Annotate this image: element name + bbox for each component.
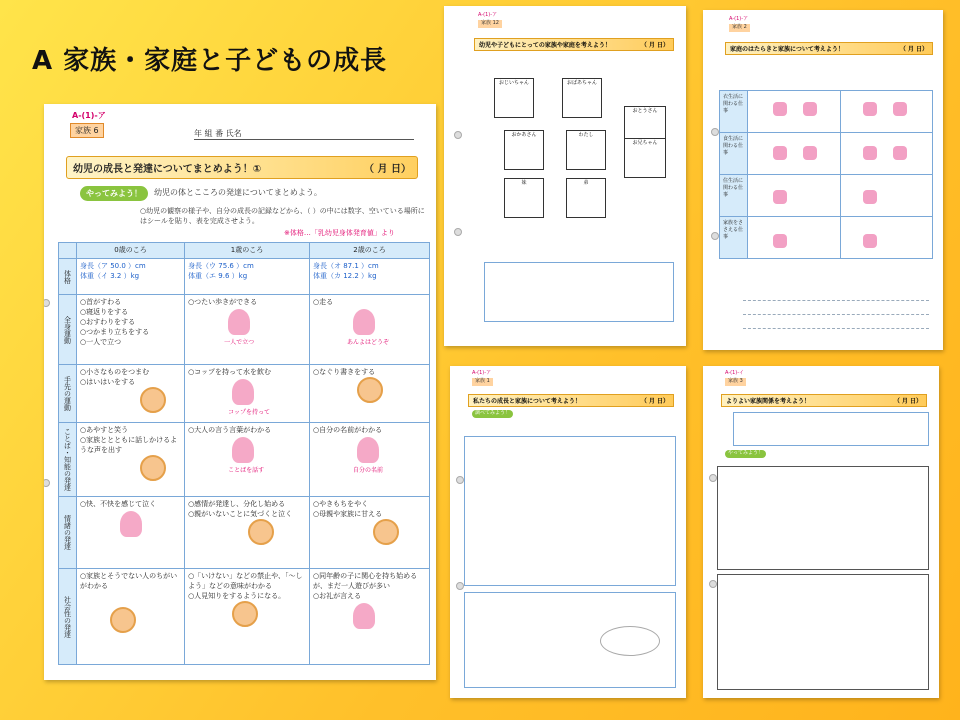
- punch-hole: [456, 476, 464, 484]
- research-badge: 調べてみよう！: [472, 410, 513, 418]
- row-label: 全身運動: [59, 295, 77, 365]
- worksheet-thumbnail-family-2: [703, 10, 943, 350]
- row-label: 家族をささえる仕事: [720, 217, 748, 259]
- sticker-illustration: [357, 437, 379, 463]
- sticker-cell: [840, 91, 933, 133]
- banner-title: よりよい家族関係を考えよう！: [726, 398, 811, 405]
- chore-sticker: [803, 146, 817, 160]
- row-label: 手先の運動: [59, 365, 77, 423]
- table-cell: [185, 497, 310, 569]
- page-title: A 家族・家庭と子どもの成長: [32, 46, 388, 76]
- table-cell-text: ○なぐり書きをする: [312, 368, 376, 376]
- sticker-illustration: [228, 309, 250, 335]
- main-worksheet: [44, 104, 436, 680]
- table-cell: ○首がすわる ○寝返りをする ○おすわりをする ○つかまり立ちをする ○一人で立つ: [77, 295, 185, 365]
- banner-date: （ 月 日）: [364, 164, 411, 175]
- table-cell: [309, 569, 429, 665]
- table-cell-text: ○大人の言う言葉がわかる: [188, 426, 272, 434]
- chore-sticker: [863, 146, 877, 160]
- sticker-cell: [840, 175, 933, 217]
- worksheet-banner: [725, 42, 933, 55]
- chore-sticker: [773, 102, 787, 116]
- banner-date: （ 月 日）: [893, 398, 922, 405]
- instruction-text: ○幼児の観察の様子や、自分の成長の記録などから、（ ）の中には数字、空いている場所にはシールを貼り、表を完成させよう。: [140, 207, 425, 225]
- punch-hole: [711, 128, 719, 136]
- table-cell-text: ○コップを持って水を飲む: [188, 368, 272, 376]
- table-row: [59, 497, 430, 569]
- table-cell-text: ○つたい歩きができる: [188, 298, 258, 306]
- banner-title: 幼児や子どもにとっての家族や家庭を考えよう！: [479, 42, 611, 49]
- chore-sticker: [893, 102, 907, 116]
- table-cell-text: ○小さなものをつまむ ○はいはいをする: [80, 368, 150, 386]
- try-badge: やってみよう！: [725, 450, 766, 458]
- chore-sticker: [863, 234, 877, 248]
- worksheet-thumbnail-family-3: [703, 366, 939, 698]
- table-row: [59, 259, 430, 295]
- subject-label: 家族 2: [729, 24, 750, 32]
- table-cell: 身長（ウ 75.6 ）cm 体重（エ 9.6 ）kg: [185, 259, 310, 295]
- scenario-box-1: [717, 466, 929, 570]
- worksheet-thumbnail-family-12: [444, 6, 686, 346]
- speech-bubble: [600, 626, 660, 656]
- table-cell: 身長（オ 87.1 ）cm 体重（カ 12.2 ）kg: [309, 259, 429, 295]
- subject-label: 家族 3: [725, 378, 746, 386]
- table-cell-text: ○同年齢の子に関心を持ち始めるが、まだ一人遊びが多い ○お礼が言える: [312, 572, 418, 600]
- worksheet-banner: [721, 394, 927, 407]
- table-cell-text: ○あやすと笑う ○家族ととともに話しかけるような声を出す: [80, 426, 178, 454]
- punch-hole: [454, 228, 462, 236]
- table-row: [59, 423, 430, 497]
- table-cell: 身長（ア 50.0 ）cm 体重（イ 3.2 ）kg: [77, 259, 185, 295]
- try-badge: やってみよう！: [80, 186, 148, 201]
- table-cell: [77, 365, 185, 423]
- row-label: 体格: [59, 259, 77, 295]
- name-line: 年 組 番 氏名: [194, 128, 414, 140]
- col-header: 0歳のころ: [77, 243, 185, 259]
- sticker-illustration: [232, 379, 254, 405]
- punch-hole: [711, 232, 719, 240]
- sticker-cell: [840, 217, 933, 259]
- col-header: 2歳のころ: [309, 243, 429, 259]
- table-cell: [309, 423, 429, 497]
- children-illustration: [232, 601, 258, 627]
- table-cell-text: ○「いけない」などの禁止や、「〜しよう」などの意味がわかる ○人見知りをするようになる。: [188, 572, 303, 600]
- row-label: 衣生活に関わる仕事: [720, 91, 748, 133]
- source-note: ※体格…「乳幼児身体発育値」より: [284, 229, 395, 237]
- punch-hole: [709, 474, 717, 482]
- table-cell: [309, 497, 429, 569]
- table-row: [59, 569, 430, 665]
- table-row: [59, 295, 430, 365]
- table-cell: [309, 295, 429, 365]
- punch-hole: [44, 479, 50, 487]
- worksheet-banner: [474, 38, 674, 51]
- table-cell: [185, 423, 310, 497]
- sticker-cell: [840, 133, 933, 175]
- row-label: 食生活に関わる仕事: [720, 133, 748, 175]
- banner-title: 私たちの成長と家族について考えよう！: [473, 398, 581, 405]
- sticker-cell: [748, 91, 841, 133]
- banner-title: 幼児の成長と発達についてまとめよう！①: [73, 164, 262, 175]
- subject-label: 家族 1: [472, 378, 493, 386]
- table-cell-text: ○自分の名前がわかる: [312, 426, 383, 434]
- sticker-illustration: [353, 309, 375, 335]
- sticker-cell: [748, 133, 841, 175]
- chore-sticker: [863, 102, 877, 116]
- table-cell: [77, 423, 185, 497]
- subject-label: 家族 12: [478, 20, 502, 28]
- sticker-caption: コップを持って: [228, 409, 270, 416]
- chore-sticker: [893, 146, 907, 160]
- table-cell: [309, 365, 429, 423]
- punch-hole: [709, 580, 717, 588]
- chore-sticker: [863, 190, 877, 204]
- role-box: お兄ちゃん: [624, 138, 666, 178]
- scenario-box-2: [717, 574, 929, 690]
- sticker-cell: [748, 175, 841, 217]
- row-label: 情緒の発達: [59, 497, 77, 569]
- worksheet-thumbnail-family-1: [450, 366, 686, 698]
- banner-date: （ 月 日）: [640, 42, 669, 49]
- punch-hole: [44, 299, 50, 307]
- development-table: [58, 242, 430, 665]
- unit-code: A-(1)-ア: [478, 12, 498, 18]
- table-cell: [185, 365, 310, 423]
- role-box: おじいちゃん: [494, 78, 534, 118]
- worksheet-banner: [66, 156, 418, 179]
- unit-code: A-(1)-ア: [472, 370, 492, 376]
- roleplay-instruction-box: [733, 412, 929, 446]
- chore-sticker: [773, 146, 787, 160]
- punch-hole: [454, 131, 462, 139]
- row-label: ことば・知能の発達: [59, 423, 77, 497]
- sticker-caption: あんよはどうぞ: [346, 339, 389, 346]
- subject-label: 家族 6: [70, 123, 104, 138]
- table-cell-text: ○感情が発達し、分化し始める ○親がいないことに気づくと泣く: [188, 500, 293, 518]
- punch-hole: [456, 582, 464, 590]
- row-label: 社会性の発達: [59, 569, 77, 665]
- mother-child-illustration: [373, 519, 399, 545]
- col-header: 1歳のころ: [185, 243, 310, 259]
- table-row: [59, 365, 430, 423]
- table-cell-text: ○走る: [312, 298, 334, 306]
- role-box: わたし: [566, 130, 606, 170]
- sticker-caption: 一人で立つ: [224, 339, 255, 346]
- role-box: おとうさん: [624, 106, 666, 146]
- crying-child-illustration: [248, 519, 274, 545]
- row-label: 住生活に関わる仕事: [720, 175, 748, 217]
- answer-line: [743, 314, 929, 315]
- child-drawing-illustration: [357, 377, 383, 403]
- sticker-illustration: [353, 603, 375, 629]
- answer-line: [743, 300, 929, 301]
- unit-code: A-(1)-ア: [729, 16, 749, 22]
- sticker-illustration: [232, 437, 254, 463]
- table-cell: [185, 295, 310, 365]
- sticker-caption: 自分の名前: [352, 467, 383, 474]
- baby-illustration: [140, 387, 166, 413]
- task-text: 幼児の体とこころの発達についてまとめよう。: [154, 188, 322, 197]
- table-cell-text: ○やきもちをやく ○母親や家族に甘える: [312, 500, 383, 518]
- sticker-illustration: [120, 511, 142, 537]
- growth-record-box: [464, 436, 676, 586]
- table-cell: [77, 497, 185, 569]
- notes-box: [484, 262, 674, 322]
- unit-code: A-(1)-ア: [72, 111, 106, 120]
- banner-title: 家庭のはたらきと家族について考えよう！: [730, 46, 844, 53]
- answer-line: [743, 328, 929, 329]
- family-illustration: [110, 607, 136, 633]
- sticker-cell: [748, 217, 841, 259]
- banner-date: （ 月 日）: [899, 46, 928, 53]
- table-cell-text: ○家族とそうでない人のちがいがわかる: [80, 572, 178, 590]
- role-box: 妹: [504, 178, 544, 218]
- parent-child-illustration: [140, 455, 166, 481]
- chore-sticker: [773, 190, 787, 204]
- banner-date: （ 月 日）: [640, 398, 669, 405]
- unit-code: A-(1)-イ: [725, 370, 745, 376]
- table-cell: [185, 569, 310, 665]
- table-cell: [77, 569, 185, 665]
- worksheet-banner: [468, 394, 674, 407]
- table-cell-text: ○快、不快を感じて泣く: [80, 500, 157, 508]
- role-box: おばあちゃん: [562, 78, 602, 118]
- chore-sticker: [773, 234, 787, 248]
- chore-sticker: [803, 102, 817, 116]
- sticker-caption: ことばを話す: [228, 467, 265, 474]
- role-box: 弟: [566, 178, 606, 218]
- role-box: おかあさん: [504, 130, 544, 170]
